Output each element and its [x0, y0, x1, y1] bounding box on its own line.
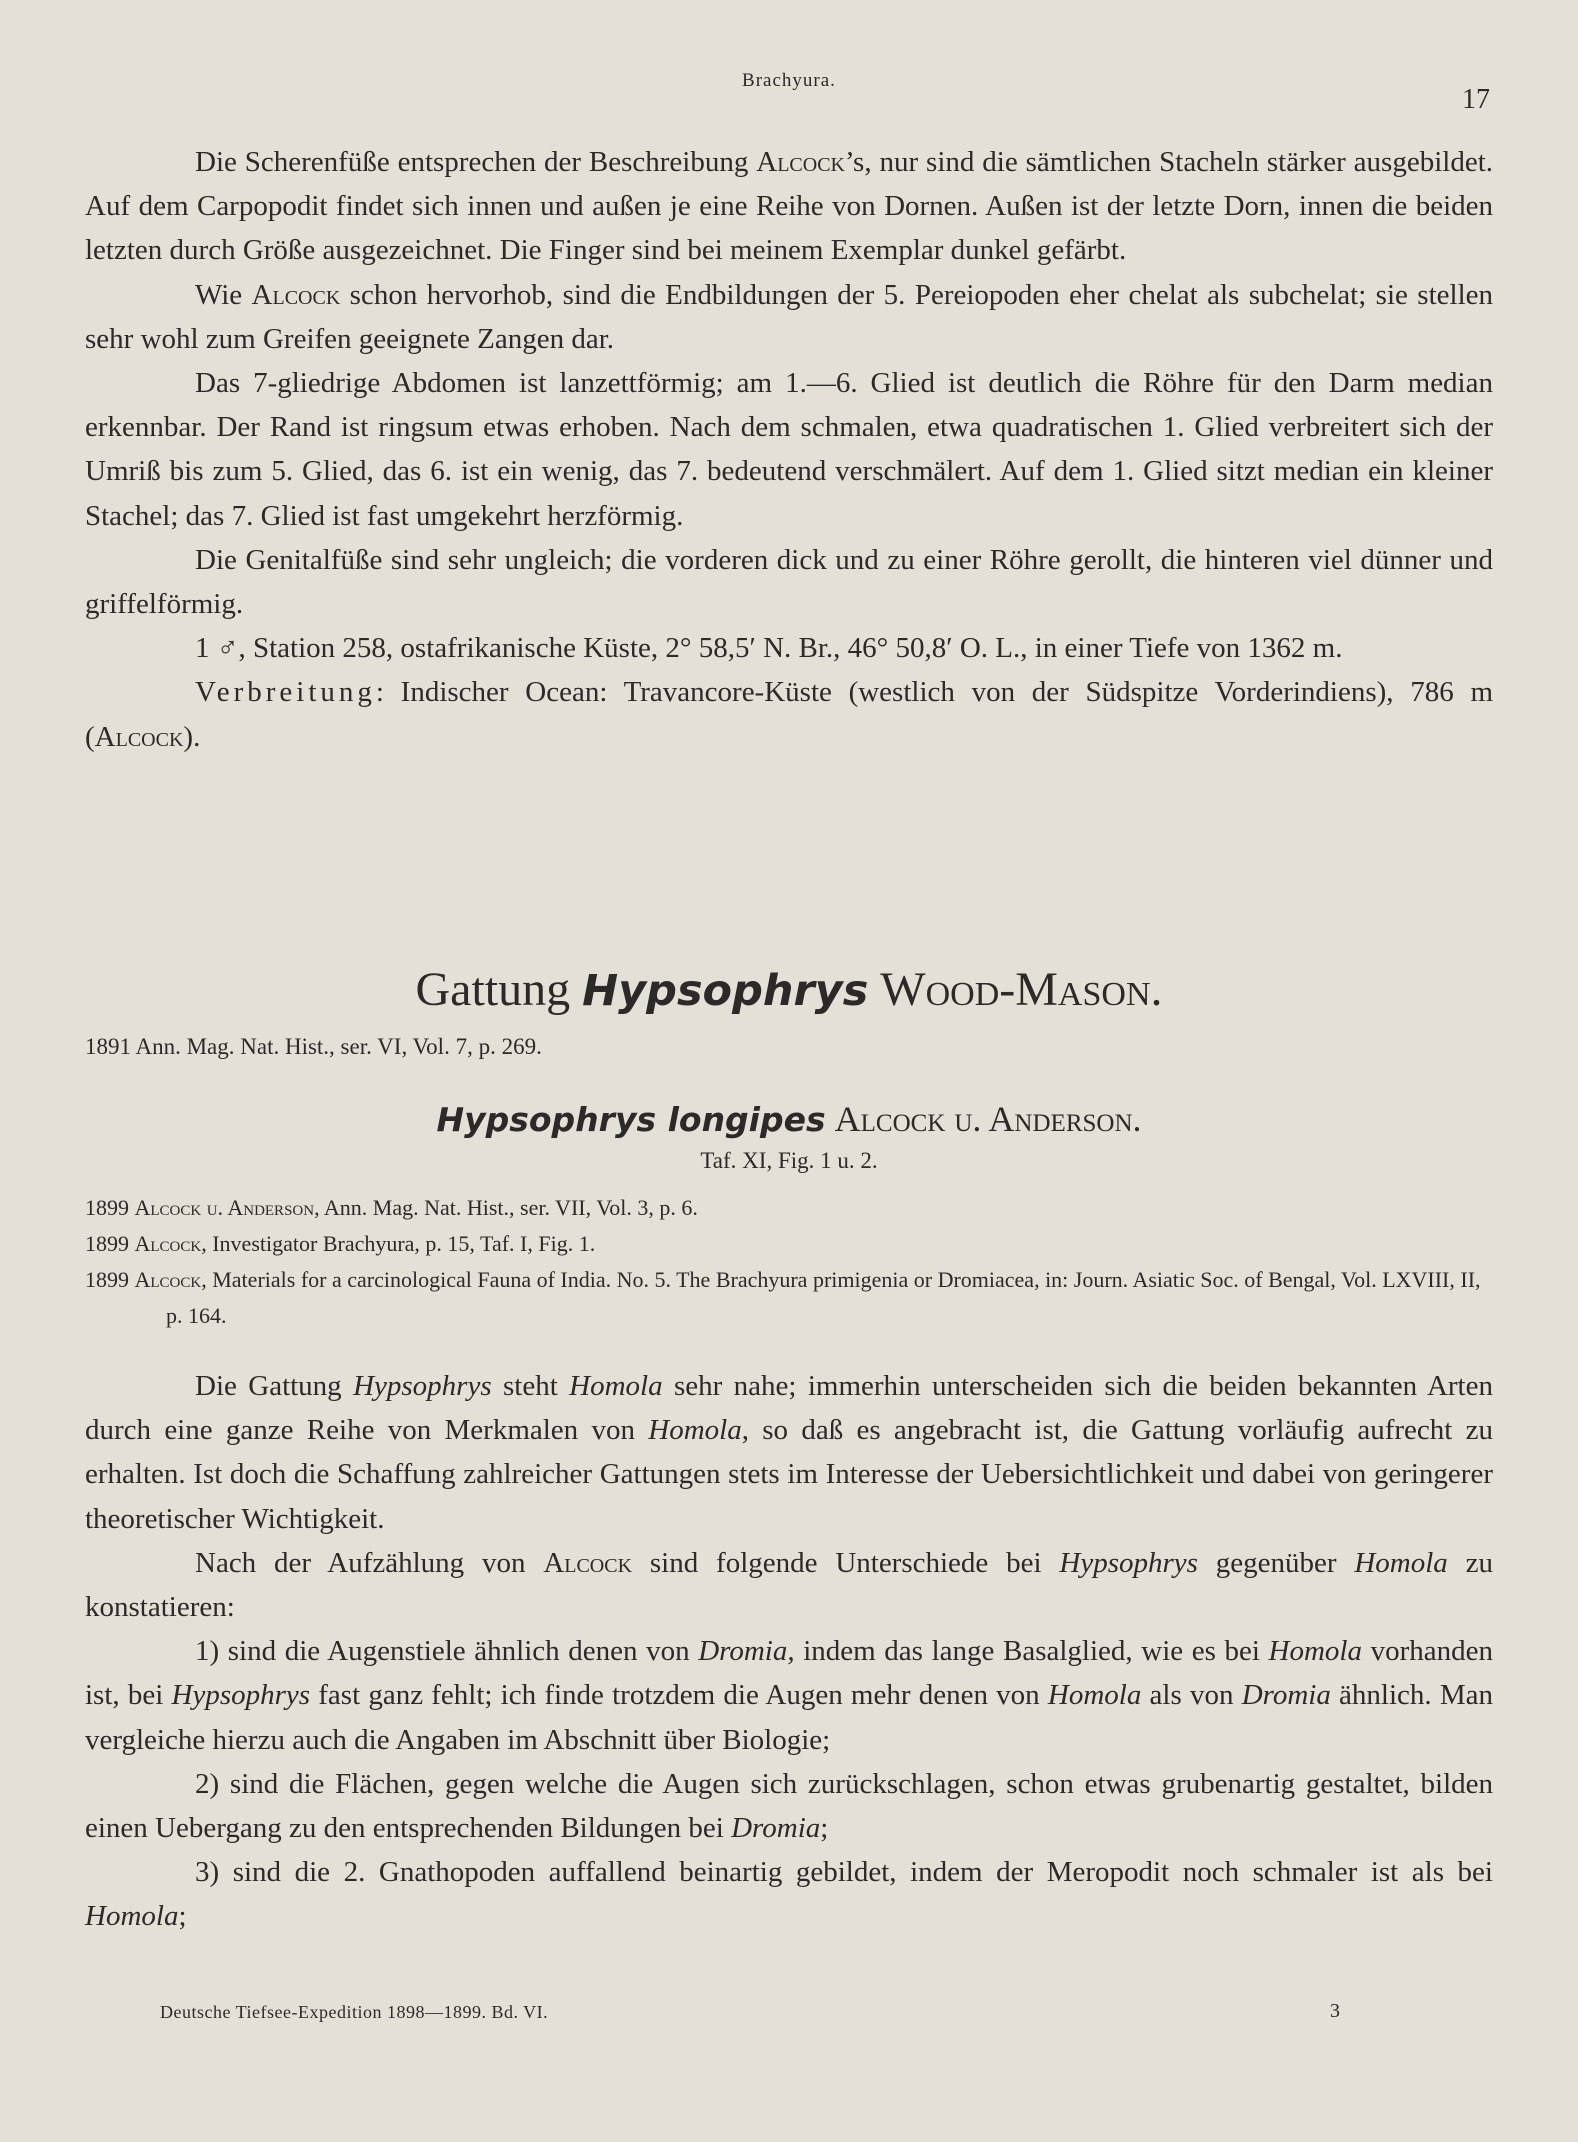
- section-genus-discussion: [85, 1364, 1493, 1939]
- paragraph-point-1: 1) sind die Augenstiele ähnlich denen von Dromia, indem das lange Basalglied, wie es bei Homola vorhanden ist, bei Hypsophrys fast ganz fehlt; ich finde trotzdem die Augen mehr denen von Homola als von Dromia ähnlich. Man vergleiche hierzu auch die Angaben im Abschnitt über Biologie;: [85, 1635, 1494, 1756]
- plate-reference: Taf. XI, Fig. 1 u. 2.: [700, 1148, 878, 1173]
- paragraph-pereiopods: Wie Alcock schon hervorhob, sind die Endbildungen der 5. Pereiopoden eher chelat als subchelat; sie stellen sehr wohl zum Greifen geeignete Zangen dar.: [85, 278, 1493, 355]
- reference-item: 1899 Alcock u. Anderson, Ann. Mag. Nat. Hist., ser. VII, Vol. 3, p. 6.: [85, 1195, 698, 1220]
- footer-text: Deutsche Tiefsee-Expedition 1898—1899. Bd. VI.: [160, 2002, 549, 2022]
- reference-item: 1899 Alcock, Materials for a carcinological Fauna of India. No. 5. The Brachyura primigenia or Dromiacea, in: Journ. Asiatic Soc. of Bengal, Vol. LXVIII, II, p. 164.: [85, 1267, 1481, 1328]
- paragraph-station: 1 ♂, Station 258, ostafrikanische Küste, 2° 58,5′ N. Br., 46° 50,8′ O. L., in einer Tiefe von 1362 m.: [195, 632, 1343, 665]
- running-header: Brachyura.: [742, 70, 836, 91]
- author-name: Alcock: [756, 146, 845, 178]
- genus-reference: 1891 Ann. Mag. Nat. Hist., ser. VI, Vol. 7, p. 269.: [85, 1034, 542, 1059]
- paragraph-chelipeds: Die Scherenfüße entsprechen der Beschreibung Alcock’s, nur sind die sämtlichen Stacheln stärker ausgebildet. Auf dem Carpopodit findet sich innen und außen je eine Reihe von Dornen. Außen ist der letzte Dorn, innen die beiden letzten durch Größe ausgezeichnet. Die Finger sind bei meinem Exemplar dunkel gefärbt.: [85, 146, 1494, 267]
- genus-heading: Gattung Hypsophrys Wood-Mason.: [415, 963, 1163, 1016]
- paragraph-point-3: 3) sind die 2. Gnathopoden auffallend beinartig gebildet, indem der Meropodit noch schmaler ist als bei Homola;: [85, 1856, 1493, 1933]
- paragraph-abdomen: Das 7-gliedrige Abdomen ist lanzettförmig; am 1.—6. Glied ist deutlich die Röhre für den Darm median erkennbar. Der Rand ist ringsum etwas erhoben. Nach dem schmalen, etwa quadratischen 1. Glied verbreitert sich der Umriß bis zum 5. Glied, das 6. ist ein wenig, das 7. bedeutend verschmälert. Auf dem 1. Glied sitzt median ein kleiner Stachel; das 7. Glied ist fast umgekehrt herzförmig.: [85, 367, 1493, 532]
- paragraph-differences: Nach der Aufzählung von Alcock sind folgende Unterschiede bei Hypsophrys gegenüber Homola zu konstatieren:: [85, 1546, 1494, 1624]
- author-name: Alcock: [94, 720, 184, 753]
- signature-mark: 3: [1330, 2000, 1340, 2022]
- species-author: Alcock u. Anderson.: [834, 1099, 1142, 1139]
- paragraph-genital-feet: Die Genitalfüße sind sehr ungleich; die vorderen dick und zu einer Röhre gerollt, die hinteren viel dünner und griffelförmig.: [85, 543, 1493, 621]
- species-name: Hypsophrys longipes: [436, 1100, 826, 1139]
- paragraph-distribution: Verbreitung: Indischer Ocean: Travancore-Küste (westlich von der Südspitze Vorderindiens), 786 m (Alcock).: [85, 676, 1493, 753]
- genus-author: Wood-Mason.: [880, 963, 1163, 1016]
- paragraph-genus-intro: Die Gattung Hypsophrys steht Homola sehr nahe; immerhin unterscheiden sich die beiden bekannten Arten durch eine ganze Reihe von Merkmalen von Homola, so daß es angebracht ist, die Gattung vorläufig aufrecht zu erhalten. Ist doch die Schaffung zahlreicher Gattungen stets im Interesse der Uebersichtlichkeit und dabei von geringerer theoretischer Wichtigkeit.: [85, 1370, 1493, 1535]
- genus-name: Hypsophrys: [582, 966, 869, 1016]
- author-name: Alcock: [543, 1546, 633, 1579]
- reference-item: 1899 Alcock, Investigator Brachyura, p. 15, Taf. I, Fig. 1.: [85, 1231, 596, 1256]
- author-name: Alcock: [251, 278, 341, 311]
- species-heading: [0, 1098, 1578, 1140]
- section-description: [85, 140, 1493, 759]
- paragraph-point-2: 2) sind die Flächen, gegen welche die Augen sich zurückschlagen, schon etwas grubenartig gestaltet, bilden einen Uebergang zu den entsprechenden Bildungen bei Dromia;: [85, 1767, 1493, 1845]
- page-number: 17: [1462, 84, 1490, 115]
- reference-list: [85, 1190, 1493, 1334]
